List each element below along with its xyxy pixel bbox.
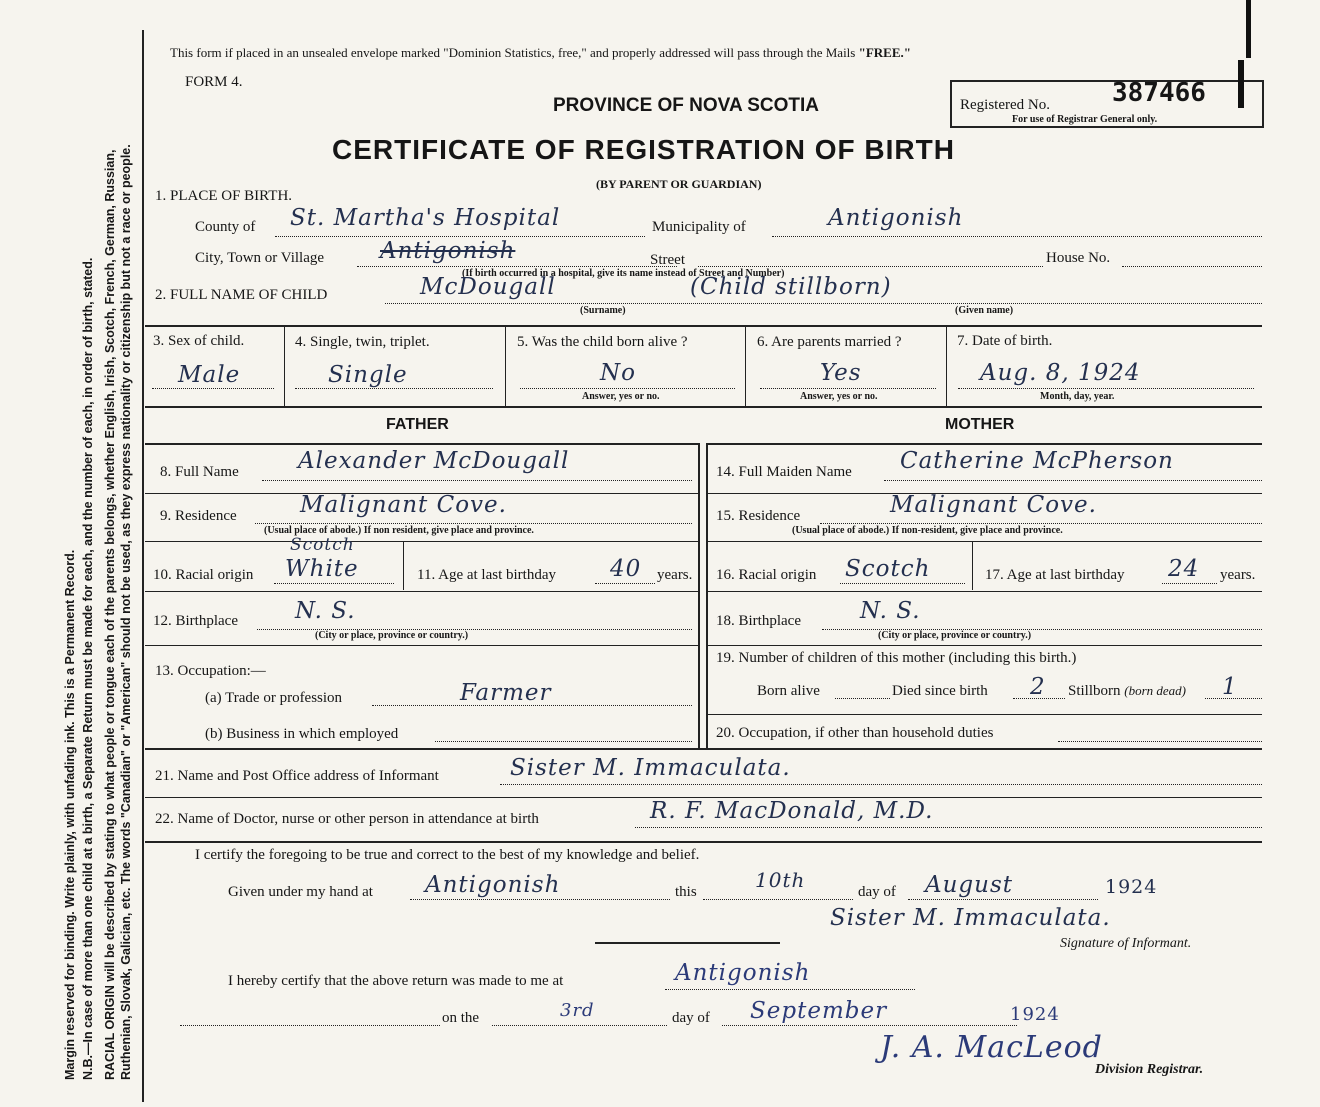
mother-heading: MOTHER [945,416,1015,433]
father-residence-caption: (Usual place of abode.) If non resident, give place and province. [264,525,534,536]
mother-birthplace-label: 18. Birthplace [716,613,801,629]
sex-value: Male [178,362,241,388]
registrar-month-value: September [750,998,888,1024]
this-label: this [675,884,697,900]
certify-text: I certify the foregoing to be true and correct to the best of my knowledge and belief. [195,847,700,863]
county-value: St. Martha's Hospital [290,205,561,231]
born-alive-caption: Answer, yes or no. [582,391,660,402]
registered-box [950,80,1264,128]
trade-label: (a) Trade or profession [205,690,343,706]
father-age-value: 40 [610,556,642,582]
margin-line-4: Ruthenian, Slovak, Galician, etc. The words "Canadian" or "American" should not be used, as they express nationality or citizenship but not a race or people. [119,144,133,1080]
given-month-value: August [925,872,1014,898]
given-day-value: 10th [755,868,806,892]
father-race-label: 10. Racial origin [153,567,254,583]
province-title: PROVINCE OF NOVA SCOTIA [553,95,820,116]
margin-line-1: Margin reserved for binding. Write plainly, with unfading ink. This is a Permanent Record. [63,549,77,1080]
house-label: House No. [1046,250,1111,266]
place-of-birth-label: 1. PLACE OF BIRTH. [155,188,293,204]
died-value: 2 [1030,674,1046,700]
father-race-correction: Scotch [290,535,355,555]
born-alive-label: 5. Was the child born alive ? [517,334,688,350]
father-heading: FATHER [386,416,449,433]
county-label: County of [195,219,256,235]
surname-caption: (Surname) [580,305,626,316]
mother-age-label: 17. Age at last birthday [985,567,1125,583]
father-birthplace-caption: (City or place, province or country.) [315,630,469,641]
informant-signature: Sister M. Immaculata. [830,905,1111,931]
mother-race-value: Scotch [845,556,931,582]
binding-margin [0,0,140,1107]
date-caption: Month, day, year. [1040,391,1115,402]
children-count-label: 19. Number of children of this mother (including this birth.) [716,650,1077,666]
margin-line-2: N.B.—In case of more than one child at a birth, a Separate Return must be made for each, and the number of each, in order of birth, stated. [81,257,95,1080]
married-label: 6. Are parents married ? [757,334,902,350]
mother-age-unit: years. [1220,567,1256,583]
mother-birthplace-value: N. S. [860,598,921,624]
died-label: Died since birth [892,683,988,699]
municipality-value: Antigonish [828,205,964,231]
given-label: Given under my hand at [228,884,373,900]
given-year-value: 1924 [1105,876,1158,898]
street-label: Street [650,252,685,268]
father-birthplace-label: 12. Birthplace [153,613,238,629]
stillborn-label: Stillborn (born dead) [1068,683,1187,699]
father-residence-value: Malignant Cove. [300,492,507,518]
father-age-unit: years. [657,567,693,583]
mother-residence-value: Malignant Cove. [890,492,1097,518]
married-value: Yes [820,360,862,386]
married-caption: Answer, yes or no. [800,391,878,402]
date-label: 7. Date of birth. [957,333,1053,349]
form-number: FORM 4. [185,74,243,90]
mother-occupation-label: 20. Occupation, if other than household duties [716,725,994,741]
registrar-note: For use of Registrar General only. [1012,114,1158,125]
given-name-caption: (Given name) [955,305,1014,316]
father-age-label: 11. Age at last birthday [417,567,556,583]
registrar-text: I hereby certify that the above return was made to me at [228,973,564,989]
registered-number: 387466 [1112,78,1206,108]
city-label: City, Town or Village [195,250,325,266]
municipality-label: Municipality of [652,219,746,235]
registrar-on-label: on the [442,1010,480,1026]
registered-label: Registered No. [960,97,1050,113]
registrar-day-value: 3rd [560,1000,595,1021]
surname-value: McDougall [420,274,556,300]
born-alive-value: No [600,360,636,386]
given-name-value: (Child stillborn) [690,274,892,300]
business-label: (b) Business in which employed [205,726,399,742]
stillborn-value: 1 [1222,674,1238,700]
mother-name-value: Catherine McPherson [900,448,1174,474]
mother-birthplace-caption: (City or place, province or country.) [878,630,1032,641]
attendant-label: 22. Name of Doctor, nurse or other person in attendance at birth [155,811,539,827]
plurality-value: Single [328,362,408,388]
father-occupation-label: 13. Occupation:— [155,663,266,679]
sex-label: 3. Sex of child. [153,333,245,349]
hospital-note: (If birth occurred in a hospital, give its name instead of Street and Number) [462,268,785,279]
postal-notice: This form if placed in an unsealed envelope marked "Dominion Statistics, free," and properly addressed will pass through the Mails "FREE." [170,45,911,60]
certificate-subtitle: (BY PARENT OR GUARDIAN) [596,177,762,191]
date-value: Aug. 8, 1924 [980,360,1141,386]
certificate-title: CERTIFICATE OF REGISTRATION OF BIRTH [332,134,955,165]
margin-line-3: RACIAL ORIGIN will be described by stating to what people or tongue each of the parents belongs, whether English, Irish, Scotch, French, German, Russian, [103,149,117,1080]
informant-signature-caption: Signature of Informant. [1060,936,1192,951]
binding-line [142,30,144,1102]
father-name-value: Alexander McDougall [298,448,570,474]
trade-value: Farmer [460,680,552,706]
given-place-value: Antigonish [425,872,561,898]
born-alive-count-label: Born alive [757,683,820,699]
registrar-place-value: Antigonish [675,960,811,986]
father-residence-label: 9. Residence [160,508,237,524]
registrar-day-of-label: day of [672,1010,710,1026]
mother-residence-caption: (Usual place of abode.) If non-resident, give place and province. [792,525,1063,536]
registrar-year-value: 1924 [1010,1004,1060,1025]
attendant-value: R. F. MacDonald, M.D. [650,798,934,824]
father-name-label: 8. Full Name [160,464,239,480]
ink-mark [1246,0,1251,58]
plurality-label: 4. Single, twin, triplet. [295,334,430,350]
registrar-signature: J. A. MacLeod [880,1030,1103,1065]
mother-name-label: 14. Full Maiden Name [716,464,852,480]
child-name-label: 2. FULL NAME OF CHILD [155,287,328,303]
father-race-value: White [285,556,359,582]
city-value: Antigonish [380,238,516,264]
mother-residence-label: 15. Residence [716,508,801,524]
mother-age-value: 24 [1168,556,1200,582]
mother-race-label: 16. Racial origin [716,567,817,583]
father-birthplace-value: N. S. [295,598,356,624]
informant-label: 21. Name and Post Office address of Informant [155,768,439,784]
ink-mark [1238,60,1244,108]
informant-value: Sister M. Immaculata. [510,755,791,781]
given-day-of-label: day of [858,884,896,900]
registrar-caption: Division Registrar. [1095,1062,1204,1077]
